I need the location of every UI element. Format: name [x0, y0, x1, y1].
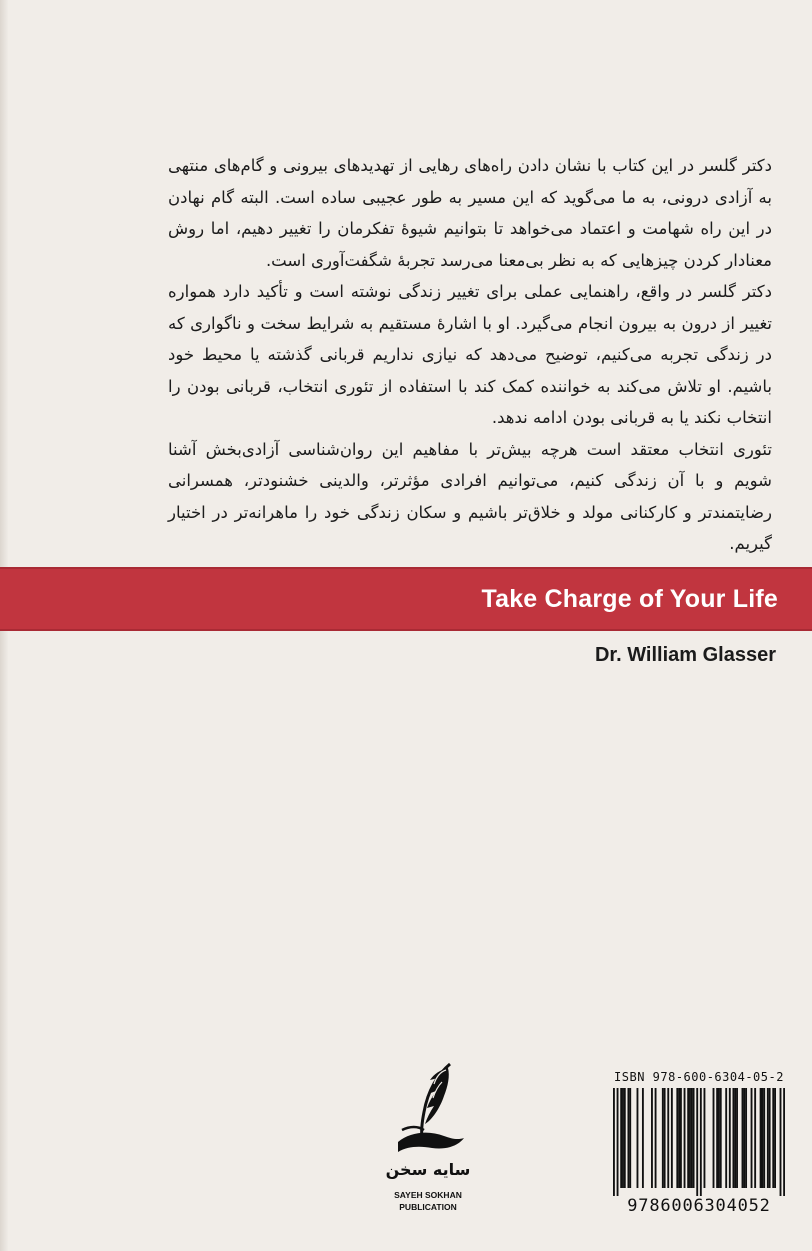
barcode-bar [687, 1088, 689, 1188]
barcode-bar [617, 1088, 619, 1196]
barcode-bar [662, 1088, 664, 1188]
barcode-bar [667, 1088, 669, 1188]
barcode-bar [743, 1088, 745, 1188]
barcode-bar [627, 1088, 629, 1188]
barcode-bar [676, 1088, 678, 1188]
barcode-bar [678, 1088, 680, 1188]
barcode-bar [642, 1088, 644, 1188]
barcode-bar [718, 1088, 720, 1188]
barcode-bar [693, 1088, 695, 1188]
barcode-bar [783, 1088, 785, 1196]
barcode-bar [736, 1088, 738, 1188]
author-name: Dr. William Glasser [594, 644, 776, 666]
barcode-digits: 9786006304052 [627, 1196, 771, 1216]
barcode-bar [725, 1088, 727, 1188]
barcode-bar [620, 1088, 622, 1188]
barcode-bar [734, 1088, 736, 1188]
barcode-bar [729, 1088, 731, 1188]
barcode-bar [716, 1088, 718, 1188]
barcode-bar [680, 1088, 682, 1188]
barcode-bar [664, 1088, 666, 1188]
barcode-bar [767, 1088, 769, 1188]
title-band [0, 567, 812, 631]
barcode-bar [622, 1088, 624, 1188]
barcode-bar [745, 1088, 747, 1188]
blurb-paragraph-1: دکتر گلسر در این کتاب با نشان دادن راه‌های رهایی از تهدیدهای بیرونی و گام‌های منتهی به آزادی درونی، به ما می‌گوید که این مسیر به طور عجیبی ساده است. البته گام نهادن در این راه شهامت و اعتماد می‌خواهد تا بتوانیم شیوهٔ تفکرمان را تغییر دهیم، اما روش معنادار کردن چیزهایی که به نظر بی‌معنا می‌رسد تجربهٔ شگفت‌آوری است. [168, 156, 772, 270]
isbn-barcode [613, 1070, 785, 1220]
barcode-bar [624, 1088, 626, 1188]
barcode-bar [684, 1088, 686, 1188]
barcode-bar [774, 1088, 776, 1188]
publisher-name-en-line2: PUBLICATION [399, 1202, 457, 1212]
barcode-bar [754, 1088, 756, 1188]
barcode-bar [651, 1088, 653, 1188]
barcode-bar [704, 1088, 706, 1188]
barcode-bar [742, 1088, 744, 1188]
barcode-bar [671, 1088, 673, 1188]
barcode-bar [713, 1088, 715, 1188]
barcode-bar [720, 1088, 722, 1188]
barcode-bar [637, 1088, 639, 1188]
barcode-bar [732, 1088, 734, 1188]
blurb-paragraph-2: دکتر گلسر در واقع، راهنمایی عملی برای تغییر زندگی نوشته است و تأکید دارد همواره تغییر از درون به بیرون انجام می‌گیرد. او با اشارهٔ مستقیم به شرایط سخت و ناگواری که در زندگی تجربه می‌کنیم، توضیح می‌دهد که نیازی نداریم قربانی گذشته یا محیط خود باشیم. او تلاش می‌کند به خواننده کمک کند با استفاده از تئوری انتخاب، قربانی بودن را انتخاب نکند یا به قربانی بودن ادامه ندهد. [168, 282, 772, 427]
barcode-bar [760, 1088, 762, 1188]
barcode-bar [772, 1088, 774, 1188]
barcode-bar [613, 1088, 615, 1196]
barcode-bar [629, 1088, 631, 1188]
barcode-bar [700, 1088, 702, 1196]
barcode-bar [763, 1088, 765, 1188]
publisher-name-fa: سایه سخن [385, 1160, 471, 1179]
feather-pen-icon [388, 1060, 468, 1160]
barcode-bar [769, 1088, 771, 1188]
barcode-bar [691, 1088, 693, 1188]
isbn-label: ISBN 978-600-6304-05-2 [614, 1070, 784, 1084]
barcode-bar [780, 1088, 782, 1196]
barcode-bar [751, 1088, 753, 1188]
book-title: Take Charge of Your Life [481, 585, 778, 613]
barcode-bars [613, 1088, 785, 1196]
blurb-paragraph-3: تئوری انتخاب معتقد است هرچه بیش‌تر با مفاهیم این روان‌شناسی آزادی‌بخش آشنا شویم و با آن زندگی کنیم، می‌توانیم افرادی مؤثرتر، والدینی خشنودتر، همسرانی رضایتمندتر و کارکنانی مولد و خلاق‌تر باشیم و سکان زندگی خود را ماهرانه‌تر در اختیار گیریم. [168, 439, 772, 553]
publisher-name-en-line1: SAYEH SOKHAN [394, 1190, 462, 1200]
barcode-bar [689, 1088, 691, 1188]
barcode-bar [761, 1088, 763, 1188]
barcode-bar [696, 1088, 698, 1196]
barcode-bar [655, 1088, 657, 1188]
blurb-text [168, 150, 772, 560]
